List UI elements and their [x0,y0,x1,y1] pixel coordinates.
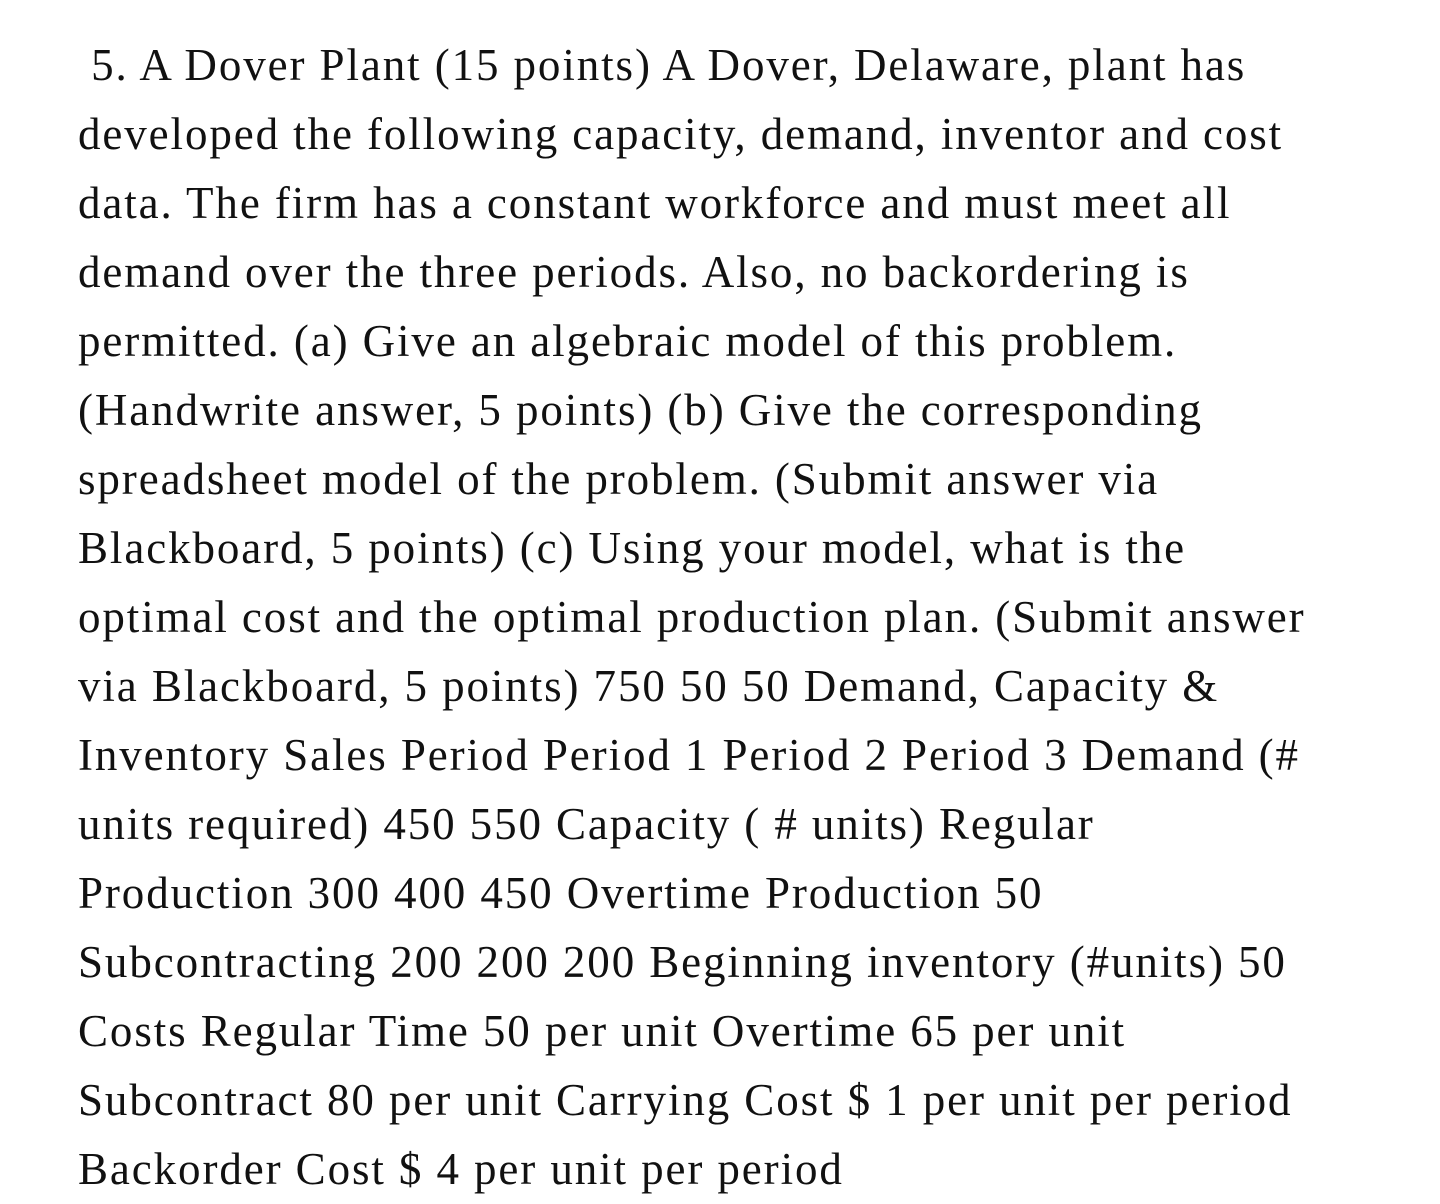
text-line: Backorder Cost $ 4 per unit per period [78,1144,844,1194]
text-line: data. The firm has a constant workforce and must meet all [78,178,1232,228]
text-line: Blackboard, 5 points) (c) Using your model, what is the [78,523,1187,573]
question-text [78,31,1398,1204]
text-line: units required) 450 550 Capacity ( # units) Regular [78,799,1095,849]
text-line: (Handwrite answer, 5 points) (b) Give the corresponding [78,385,1203,435]
text-line: demand over the three periods. Also, no backordering is [78,247,1190,297]
text-line: Inventory Sales Period Period 1 Period 2 Period 3 Demand (# [78,730,1300,780]
text-line: 5. A Dover Plant (15 points) A Dover, Delaware, plant has [78,40,1247,90]
text-line: optimal cost and the optimal production plan. (Submit answer [78,592,1306,642]
text-line: Subcontract 80 per unit Carrying Cost $ 1 per unit per period [78,1075,1293,1125]
text-line: developed the following capacity, demand, inventor and cost [78,109,1284,159]
text-line: Costs Regular Time 50 per unit Overtime 65 per unit [78,1006,1127,1056]
text-line: Subcontracting 200 200 200 Beginning inventory (#units) 50 [78,937,1287,987]
text-line: permitted. (a) Give an algebraic model of this problem. [78,316,1178,366]
text-line: Production 300 400 450 Overtime Production 50 [78,868,1044,918]
text-line: via Blackboard, 5 points) 750 50 50 Demand, Capacity & [78,661,1220,711]
text-line: spreadsheet model of the problem. (Submit answer via [78,454,1160,504]
